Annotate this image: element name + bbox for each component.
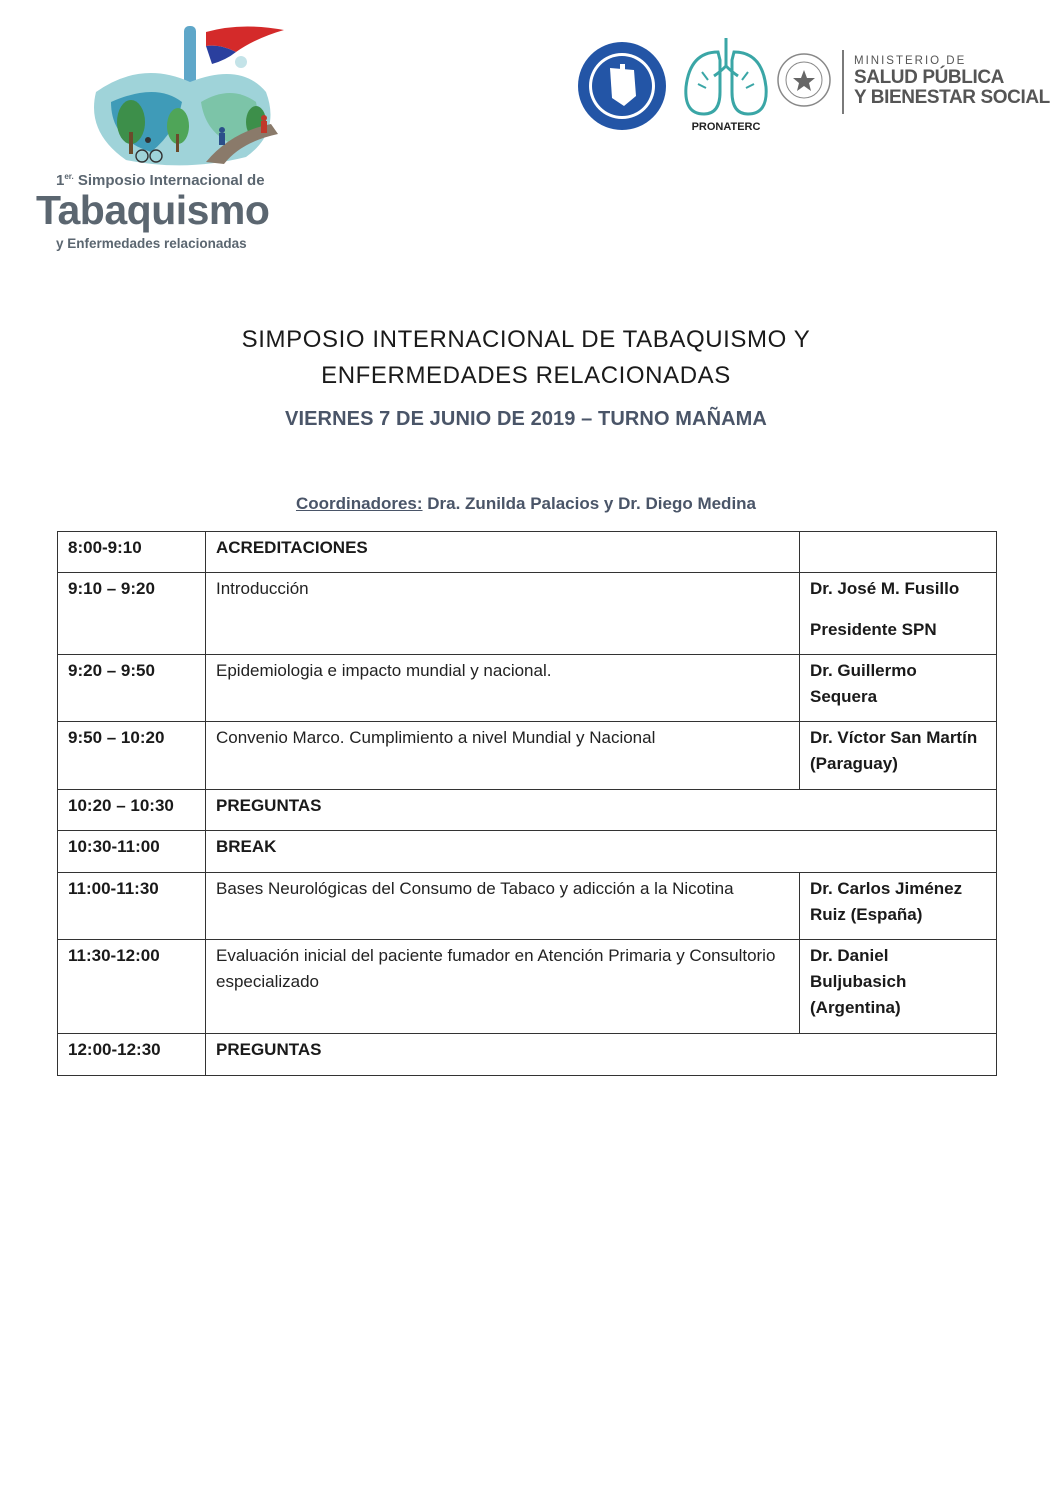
time-cell: 9:50 – 10:20 — [58, 722, 206, 790]
topic-cell: Epidemiologia e impacto mundial y nacional. — [206, 655, 800, 722]
ministry-name-line2: Y BIENESTAR SOCIAL — [854, 87, 1050, 108]
table-row — [58, 532, 997, 573]
speaker-cell: Dr. Guillermo Sequera — [800, 655, 997, 722]
date-subtitle: VIERNES 7 DE JUNIO DE 2019 – TURNO MAÑAMA — [285, 408, 767, 430]
event-logo-title: Tabaquismo — [36, 187, 270, 233]
national-seal-icon — [776, 52, 832, 108]
speaker-cell: Dr. Carlos Jiménez Ruiz (España) — [800, 873, 997, 940]
spn-society-logo-icon — [576, 40, 668, 132]
topic-cell: BREAK — [206, 831, 997, 873]
event-illustration-icon — [56, 22, 296, 172]
pronaterc-logo — [680, 32, 772, 142]
topic-cell: ACREDITACIONES — [206, 532, 800, 573]
topic-cell: Convenio Marco. Cumplimiento a nivel Mundial y Nacional — [206, 722, 800, 790]
time-cell: 9:10 – 9:20 — [58, 573, 206, 655]
topic-cell: Introducción — [206, 573, 800, 655]
title-line1: SIMPOSIO INTERNACIONAL DE TABAQUISMO Y — [241, 326, 811, 353]
table-row — [58, 573, 997, 655]
topic-cell: PREGUNTAS — [206, 1034, 997, 1076]
speaker-cell — [800, 532, 997, 573]
speaker-name: Dr. José M. Fusillo — [810, 579, 960, 598]
table-row — [58, 831, 997, 873]
time-cell: 11:30-12:00 — [58, 940, 206, 1034]
lungs-icon — [680, 32, 772, 120]
event-logo — [36, 22, 306, 262]
speaker-role: Presidente SPN — [810, 620, 937, 639]
time-cell: 11:00-11:30 — [58, 873, 206, 940]
speaker-cell: Dr. Víctor San Martín (Paraguay) — [800, 722, 997, 790]
table-row — [58, 940, 997, 1034]
table-row — [58, 873, 997, 940]
title-line2: ENFERMEDADES RELACIONADAS — [321, 362, 731, 389]
topic-cell: Evaluación inicial del paciente fumador en Atención Primaria y Consultorio especializado — [206, 940, 800, 1034]
topic-cell: Bases Neurológicas del Consumo de Tabaco y adicción a la Nicotina — [206, 873, 800, 940]
table-row — [58, 722, 997, 790]
ministry-label: MINISTERIO DE — [854, 55, 967, 67]
time-cell: 12:00-12:30 — [58, 1034, 206, 1076]
coordinators-names: Dra. Zunilda Palacios y Dr. Diego Medina — [422, 494, 757, 513]
event-logo-line1: $1^{er.}$ Simposio Internacional de — [56, 172, 265, 189]
event-logo-line3: y Enfermedades relacionadas — [56, 236, 247, 251]
table-row — [58, 1034, 997, 1076]
coordinators-label: Coordinadores: — [295, 494, 423, 513]
ministry-divider — [842, 50, 844, 114]
ministry-name-line1: SALUD PÚBLICA — [854, 67, 1004, 88]
coordinators-line — [0, 494, 1052, 514]
schedule-table — [57, 531, 997, 1076]
speaker-cell — [800, 573, 997, 655]
page-title — [0, 322, 1052, 394]
time-cell: 8:00-9:10 — [58, 532, 206, 573]
time-cell: 10:20 – 10:30 — [58, 790, 206, 831]
ministry-logo — [854, 54, 1050, 108]
time-cell: 10:30-11:00 — [58, 831, 206, 873]
table-row — [58, 655, 997, 722]
time-cell: 9:20 – 9:50 — [58, 655, 206, 722]
table-row — [58, 790, 997, 831]
pronaterc-label: PRONATERC — [691, 121, 761, 133]
topic-cell: PREGUNTAS — [206, 790, 997, 831]
speaker-cell: Dr. Daniel Buljubasich (Argentina) — [800, 940, 997, 1034]
partner-logos — [576, 30, 1050, 140]
